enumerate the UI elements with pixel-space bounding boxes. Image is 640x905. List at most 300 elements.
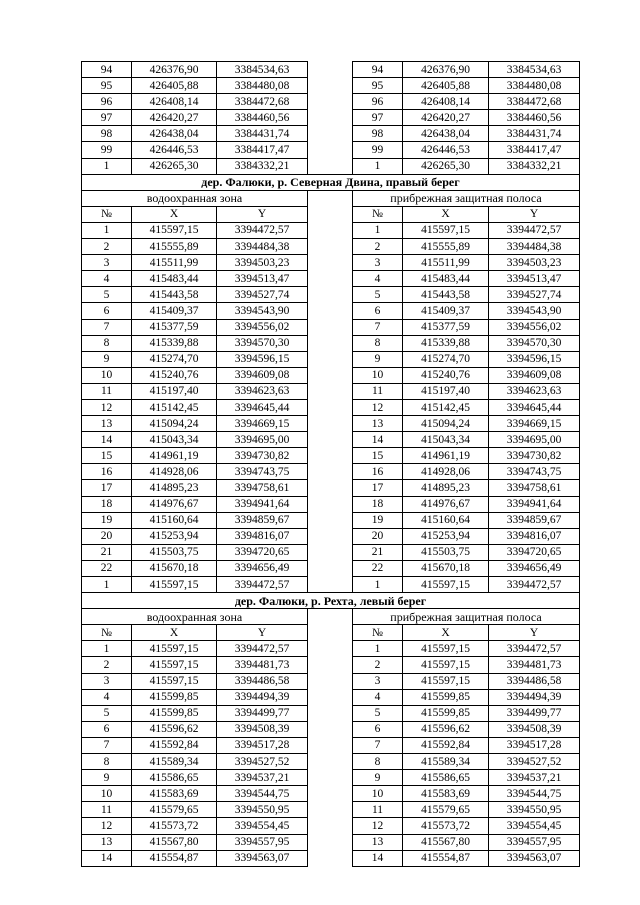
column-gap	[308, 818, 353, 834]
x-coordinate-cell: 414928,06	[132, 464, 217, 480]
point-number-cell: 6	[82, 721, 132, 737]
x-coordinate-cell: 415554,87	[132, 850, 217, 866]
y-coordinate-cell: 3384460,56	[489, 110, 580, 126]
table-row	[82, 754, 580, 770]
point-number-cell: 14	[353, 850, 403, 866]
y-coordinate-cell: 3384534,63	[489, 62, 580, 78]
column-header-row	[82, 206, 580, 222]
point-number-cell: 10	[353, 786, 403, 802]
x-coordinate-cell: 415240,76	[132, 367, 217, 383]
point-number-cell: 97	[82, 110, 132, 126]
column-gap	[308, 512, 353, 528]
y-coordinate-cell: 3384332,21	[489, 158, 580, 174]
table-row	[82, 770, 580, 786]
x-coordinate-cell: 415597,15	[132, 657, 217, 673]
x-coordinate-cell: 426408,14	[403, 94, 489, 110]
point-number-cell: 1	[353, 641, 403, 657]
point-number-cell: 8	[82, 754, 132, 770]
point-number-cell: 14	[82, 850, 132, 866]
table-row	[82, 786, 580, 802]
x-coordinate-cell: 415599,85	[403, 705, 489, 721]
y-coordinate-cell: 3394527,52	[489, 754, 580, 770]
coastal-protection-strip-label: прибрежная защитная полоса	[353, 190, 580, 206]
y-coordinate-cell: 3384480,08	[489, 78, 580, 94]
y-coordinate-cell: 3394537,21	[489, 770, 580, 786]
point-number-cell: 14	[82, 432, 132, 448]
point-number-cell: 99	[82, 142, 132, 158]
table-row	[82, 222, 580, 238]
column-gap	[308, 432, 353, 448]
y-coordinate-cell: 3394527,52	[217, 754, 308, 770]
point-number-cell: 16	[353, 464, 403, 480]
table-row	[82, 544, 580, 560]
table-row	[82, 834, 580, 850]
point-number-cell: 1	[353, 158, 403, 174]
point-number-cell: 6	[82, 303, 132, 319]
y-coordinate-cell: 3394720,65	[489, 544, 580, 560]
point-number-cell: 3	[353, 673, 403, 689]
section-title-row	[82, 593, 580, 609]
table-row	[82, 351, 580, 367]
x-coordinate-cell: 415586,65	[403, 770, 489, 786]
x-coordinate-cell: 415597,15	[403, 673, 489, 689]
x-coordinate-cell: 415240,76	[403, 367, 489, 383]
y-coordinate-cell: 3394503,23	[489, 255, 580, 271]
x-coordinate-cell: 426446,53	[132, 142, 217, 158]
point-number-cell: 19	[82, 512, 132, 528]
point-number-cell: 2	[82, 657, 132, 673]
point-number-cell: 20	[82, 528, 132, 544]
x-coordinate-cell: 415589,34	[132, 754, 217, 770]
water-protection-zone-label: водоохранная зона	[82, 190, 308, 206]
table-row	[82, 335, 580, 351]
point-number-cell: 12	[82, 818, 132, 834]
y-coordinate-cell: 3394816,07	[489, 528, 580, 544]
x-coordinate-cell: 415579,65	[132, 802, 217, 818]
number-column-header: №	[82, 625, 132, 641]
y-coordinate-cell: 3394544,75	[217, 786, 308, 802]
y-coordinate-cell: 3394609,08	[217, 367, 308, 383]
point-number-cell: 22	[353, 560, 403, 576]
number-column-header: №	[82, 206, 132, 222]
point-number-cell: 4	[82, 271, 132, 287]
x-coordinate-cell: 426408,14	[132, 94, 217, 110]
y-coordinate-cell: 3394481,73	[217, 657, 308, 673]
column-gap	[308, 383, 353, 399]
table-row	[82, 528, 580, 544]
point-number-cell: 8	[353, 754, 403, 770]
table-row	[82, 416, 580, 432]
y-coordinate-cell: 3394609,08	[489, 367, 580, 383]
column-header-row	[82, 625, 580, 641]
x-coordinate-cell: 415554,87	[403, 850, 489, 866]
y-coordinate-cell: 3394543,90	[217, 303, 308, 319]
y-coordinate-cell: 3394730,82	[489, 448, 580, 464]
y-coordinate-cell: 3394517,28	[489, 737, 580, 753]
y-coordinate-cell: 3394513,47	[217, 271, 308, 287]
x-coordinate-cell: 415597,15	[132, 577, 217, 593]
y-coordinate-cell: 3394472,57	[489, 577, 580, 593]
point-number-cell: 3	[353, 255, 403, 271]
y-coordinate-cell: 3394494,39	[489, 689, 580, 705]
number-column-header: №	[353, 625, 403, 641]
column-gap	[308, 850, 353, 866]
point-number-cell: 99	[353, 142, 403, 158]
x-coordinate-cell: 415377,59	[132, 319, 217, 335]
column-gap	[308, 721, 353, 737]
point-number-cell: 11	[82, 802, 132, 818]
x-coordinate-cell: 415583,69	[403, 786, 489, 802]
table-row	[82, 577, 580, 593]
point-number-cell: 9	[353, 770, 403, 786]
table-row	[82, 721, 580, 737]
column-gap	[308, 560, 353, 576]
y-coordinate-cell: 3394645,44	[217, 399, 308, 415]
y-coordinate-cell: 3384460,56	[217, 110, 308, 126]
x-coordinate-cell: 426265,30	[132, 158, 217, 174]
point-number-cell: 19	[353, 512, 403, 528]
point-number-cell: 2	[353, 657, 403, 673]
y-coordinate-cell: 3384431,74	[217, 126, 308, 142]
point-number-cell: 20	[353, 528, 403, 544]
x-coordinate-cell: 414961,19	[132, 448, 217, 464]
column-gap	[308, 335, 353, 351]
x-column-header: X	[403, 206, 489, 222]
y-coordinate-cell: 3394486,58	[217, 673, 308, 689]
point-number-cell: 13	[82, 416, 132, 432]
x-coordinate-cell: 426376,90	[132, 62, 217, 78]
y-coordinate-cell: 3394570,30	[489, 335, 580, 351]
x-coordinate-cell: 415567,80	[403, 834, 489, 850]
y-coordinate-cell: 3394508,39	[217, 721, 308, 737]
x-coordinate-cell: 415443,58	[132, 287, 217, 303]
point-number-cell: 6	[353, 721, 403, 737]
x-coordinate-cell: 426438,04	[403, 126, 489, 142]
column-gap	[308, 625, 353, 641]
column-gap	[308, 834, 353, 850]
y-coordinate-cell: 3394472,57	[217, 222, 308, 238]
y-coordinate-cell: 3394499,77	[217, 705, 308, 721]
x-coordinate-cell: 415253,94	[403, 528, 489, 544]
point-number-cell: 4	[353, 689, 403, 705]
y-coordinate-cell: 3394557,95	[217, 834, 308, 850]
x-coordinate-cell: 415274,70	[403, 351, 489, 367]
y-coordinate-cell: 3394556,02	[489, 319, 580, 335]
zone-header-row	[82, 609, 580, 625]
table-row	[82, 448, 580, 464]
x-coordinate-cell: 415377,59	[403, 319, 489, 335]
column-gap	[308, 641, 353, 657]
y-coordinate-cell: 3384534,63	[217, 62, 308, 78]
x-coordinate-cell: 415043,34	[132, 432, 217, 448]
column-gap	[308, 673, 353, 689]
y-coordinate-cell: 3394481,73	[489, 657, 580, 673]
column-gap	[308, 222, 353, 238]
y-coordinate-cell: 3394508,39	[489, 721, 580, 737]
y-coordinate-cell: 3394669,15	[489, 416, 580, 432]
point-number-cell: 1	[82, 158, 132, 174]
x-coordinate-cell: 415596,62	[403, 721, 489, 737]
y-coordinate-cell: 3394484,38	[217, 239, 308, 255]
point-number-cell: 17	[353, 480, 403, 496]
point-number-cell: 12	[353, 818, 403, 834]
y-coordinate-cell: 3394513,47	[489, 271, 580, 287]
point-number-cell: 12	[353, 399, 403, 415]
y-coordinate-cell: 3394623,63	[217, 383, 308, 399]
y-coordinate-cell: 3394484,38	[489, 239, 580, 255]
point-number-cell: 21	[353, 544, 403, 560]
point-number-cell: 15	[82, 448, 132, 464]
table-row	[82, 158, 580, 174]
table-row	[82, 432, 580, 448]
y-coordinate-cell: 3394543,90	[489, 303, 580, 319]
column-gap	[308, 496, 353, 512]
x-coordinate-cell: 415443,58	[403, 287, 489, 303]
point-number-cell: 13	[353, 416, 403, 432]
point-number-cell: 9	[82, 770, 132, 786]
column-gap	[308, 754, 353, 770]
x-coordinate-cell: 415483,44	[403, 271, 489, 287]
point-number-cell: 5	[353, 705, 403, 721]
y-coordinate-cell: 3394596,15	[217, 351, 308, 367]
y-coordinate-cell: 3394596,15	[489, 351, 580, 367]
table-row	[82, 399, 580, 415]
x-coordinate-cell: 414895,23	[403, 480, 489, 496]
point-number-cell: 5	[82, 705, 132, 721]
point-number-cell: 17	[82, 480, 132, 496]
y-coordinate-cell: 3384480,08	[217, 78, 308, 94]
y-column-header: Y	[489, 206, 580, 222]
point-number-cell: 6	[353, 303, 403, 319]
x-coordinate-cell: 415555,89	[403, 239, 489, 255]
x-coordinate-cell: 415597,15	[132, 641, 217, 657]
y-coordinate-cell: 3394941,64	[217, 496, 308, 512]
point-number-cell: 3	[82, 673, 132, 689]
y-coordinate-cell: 3394859,67	[217, 512, 308, 528]
y-coordinate-cell: 3394554,45	[489, 818, 580, 834]
table-row	[82, 255, 580, 271]
point-number-cell: 13	[353, 834, 403, 850]
x-coordinate-cell: 426420,27	[132, 110, 217, 126]
section-title: дер. Фалюки, р. Рехта, левый берег	[82, 593, 580, 609]
number-column-header: №	[353, 206, 403, 222]
table-row	[82, 383, 580, 399]
table-row	[82, 62, 580, 78]
y-coordinate-cell: 3394720,65	[217, 544, 308, 560]
point-number-cell: 7	[353, 737, 403, 753]
x-coordinate-cell: 415503,75	[132, 544, 217, 560]
y-coordinate-cell: 3394743,75	[217, 464, 308, 480]
x-coordinate-cell: 415043,34	[403, 432, 489, 448]
point-number-cell: 1	[82, 641, 132, 657]
point-number-cell: 2	[82, 239, 132, 255]
point-number-cell: 1	[353, 222, 403, 238]
column-gap	[308, 544, 353, 560]
x-coordinate-cell: 415597,15	[403, 641, 489, 657]
column-gap	[308, 528, 353, 544]
column-gap	[308, 480, 353, 496]
y-coordinate-cell: 3394656,49	[489, 560, 580, 576]
table-row	[82, 464, 580, 480]
coastal-protection-strip-label: прибрежная защитная полоса	[353, 609, 580, 625]
y-coordinate-cell: 3394695,00	[489, 432, 580, 448]
y-coordinate-cell: 3394743,75	[489, 464, 580, 480]
table-row	[82, 512, 580, 528]
x-coordinate-cell: 415567,80	[132, 834, 217, 850]
column-gap	[308, 577, 353, 593]
point-number-cell: 4	[353, 271, 403, 287]
x-coordinate-cell: 415592,84	[132, 737, 217, 753]
point-number-cell: 96	[82, 94, 132, 110]
y-coordinate-cell: 3394472,57	[489, 641, 580, 657]
x-coordinate-cell: 415597,15	[132, 222, 217, 238]
table-row	[82, 271, 580, 287]
point-number-cell: 2	[353, 239, 403, 255]
table-row	[82, 303, 580, 319]
column-gap	[308, 705, 353, 721]
x-coordinate-cell: 426420,27	[403, 110, 489, 126]
y-coordinate-cell: 3394544,75	[489, 786, 580, 802]
point-number-cell: 94	[82, 62, 132, 78]
y-coordinate-cell: 3394758,61	[217, 480, 308, 496]
table-row	[82, 657, 580, 673]
x-coordinate-cell: 415597,15	[403, 657, 489, 673]
point-number-cell: 10	[82, 786, 132, 802]
point-number-cell: 7	[82, 737, 132, 753]
y-column-header: Y	[489, 625, 580, 641]
x-coordinate-cell: 415142,45	[403, 399, 489, 415]
column-gap	[308, 416, 353, 432]
x-column-header: X	[403, 625, 489, 641]
x-coordinate-cell: 415339,88	[132, 335, 217, 351]
table-row	[82, 367, 580, 383]
y-coordinate-cell: 3384417,47	[489, 142, 580, 158]
x-coordinate-cell: 426405,88	[132, 78, 217, 94]
column-gap	[308, 770, 353, 786]
column-gap	[308, 287, 353, 303]
y-coordinate-cell: 3384472,68	[489, 94, 580, 110]
table-row	[82, 689, 580, 705]
x-coordinate-cell: 415597,15	[403, 577, 489, 593]
y-coordinate-cell: 3394730,82	[217, 448, 308, 464]
y-coordinate-cell: 3394941,64	[489, 496, 580, 512]
x-coordinate-cell: 414976,67	[403, 496, 489, 512]
column-gap	[308, 464, 353, 480]
y-coordinate-cell: 3394494,39	[217, 689, 308, 705]
x-coordinate-cell: 426376,90	[403, 62, 489, 78]
y-coordinate-cell: 3394550,95	[217, 802, 308, 818]
x-coordinate-cell: 415573,72	[132, 818, 217, 834]
x-coordinate-cell: 415197,40	[132, 383, 217, 399]
x-coordinate-cell: 415160,64	[403, 512, 489, 528]
point-number-cell: 98	[82, 126, 132, 142]
column-gap	[308, 158, 353, 174]
column-gap	[308, 239, 353, 255]
y-coordinate-cell: 3394623,63	[489, 383, 580, 399]
x-coordinate-cell: 415409,37	[132, 303, 217, 319]
table-row	[82, 705, 580, 721]
point-number-cell: 1	[82, 222, 132, 238]
x-coordinate-cell: 415599,85	[132, 705, 217, 721]
column-gap	[308, 657, 353, 673]
y-coordinate-cell: 3394556,02	[217, 319, 308, 335]
section-title: дер. Фалюки, р. Северная Двина, правый берег	[82, 174, 580, 190]
y-coordinate-cell: 3394472,57	[217, 577, 308, 593]
x-column-header: X	[132, 625, 217, 641]
y-coordinate-cell: 3394557,95	[489, 834, 580, 850]
column-gap	[308, 351, 353, 367]
point-number-cell: 95	[82, 78, 132, 94]
column-gap	[308, 62, 353, 78]
point-number-cell: 10	[82, 367, 132, 383]
y-coordinate-cell: 3394554,45	[217, 818, 308, 834]
point-number-cell: 4	[82, 689, 132, 705]
y-column-header: Y	[217, 625, 308, 641]
column-gap	[308, 786, 353, 802]
column-gap	[308, 802, 353, 818]
x-coordinate-cell: 414961,19	[403, 448, 489, 464]
x-coordinate-cell: 415586,65	[132, 770, 217, 786]
table-row	[82, 496, 580, 512]
x-coordinate-cell: 415094,24	[403, 416, 489, 432]
y-coordinate-cell: 3384431,74	[489, 126, 580, 142]
x-coordinate-cell: 415483,44	[132, 271, 217, 287]
point-number-cell: 98	[353, 126, 403, 142]
table-row	[82, 560, 580, 576]
y-coordinate-cell: 3394472,57	[489, 222, 580, 238]
y-coordinate-cell: 3394816,07	[217, 528, 308, 544]
point-number-cell: 7	[353, 319, 403, 335]
point-number-cell: 94	[353, 62, 403, 78]
x-coordinate-cell: 415596,62	[132, 721, 217, 737]
point-number-cell: 1	[353, 577, 403, 593]
column-gap	[308, 399, 353, 415]
column-gap	[308, 142, 353, 158]
point-number-cell: 12	[82, 399, 132, 415]
y-coordinate-cell: 3394527,74	[217, 287, 308, 303]
table-row	[82, 480, 580, 496]
column-gap	[308, 367, 353, 383]
x-coordinate-cell: 415597,15	[403, 222, 489, 238]
point-number-cell: 97	[353, 110, 403, 126]
x-coordinate-cell: 415670,18	[403, 560, 489, 576]
column-gap	[308, 110, 353, 126]
point-number-cell: 22	[82, 560, 132, 576]
x-coordinate-cell: 415555,89	[132, 239, 217, 255]
point-number-cell: 11	[353, 802, 403, 818]
y-coordinate-cell: 3394503,23	[217, 255, 308, 271]
x-coordinate-cell: 415670,18	[132, 560, 217, 576]
column-gap	[308, 190, 353, 206]
point-number-cell: 11	[353, 383, 403, 399]
y-column-header: Y	[217, 206, 308, 222]
x-coordinate-cell: 415599,85	[132, 689, 217, 705]
x-coordinate-cell: 415274,70	[132, 351, 217, 367]
column-gap	[308, 319, 353, 335]
point-number-cell: 95	[353, 78, 403, 94]
x-coordinate-cell: 426446,53	[403, 142, 489, 158]
point-number-cell: 15	[353, 448, 403, 464]
x-coordinate-cell: 426438,04	[132, 126, 217, 142]
y-coordinate-cell: 3394656,49	[217, 560, 308, 576]
y-coordinate-cell: 3394563,07	[489, 850, 580, 866]
x-coordinate-cell: 415160,64	[132, 512, 217, 528]
column-gap	[308, 126, 353, 142]
x-coordinate-cell: 414928,06	[403, 464, 489, 480]
point-number-cell: 18	[353, 496, 403, 512]
point-number-cell: 13	[82, 834, 132, 850]
x-coordinate-cell: 415597,15	[132, 673, 217, 689]
